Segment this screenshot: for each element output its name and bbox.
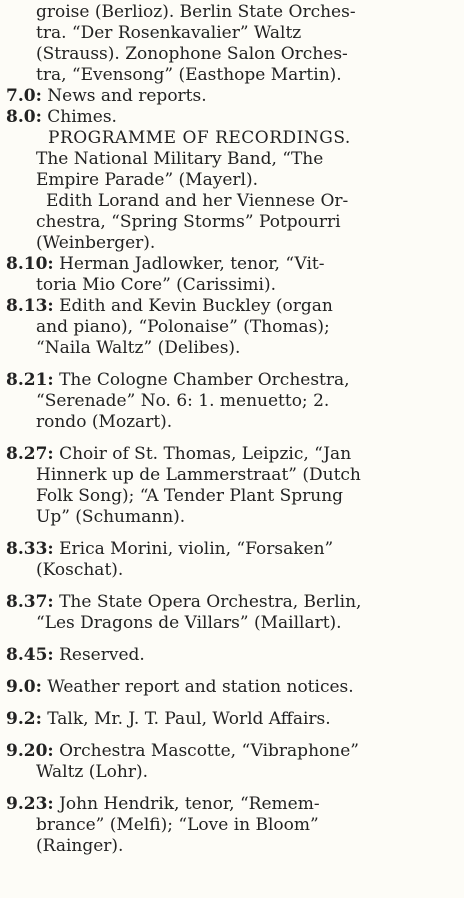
time-label: 8.33: [6, 539, 54, 559]
line-text: Folk Song); “A Tender Plant Sprung [36, 486, 344, 506]
line-text: Chimes. [41, 107, 117, 127]
line-text: and piano), “Polonaise” (Thomas); [36, 317, 330, 337]
programme-text-line [6, 836, 456, 857]
line-text: Erica Morini, violin, “Forsaken” [53, 539, 334, 559]
programme-text-line [6, 23, 456, 44]
programme-text-line [6, 560, 456, 581]
time-label: 8.10: [6, 254, 54, 274]
programme-text-line [6, 338, 456, 359]
programme-entry [6, 539, 456, 560]
line-text: The Cologne Chamber Orchestra, [53, 370, 350, 390]
line-text: Waltz (Lohr). [36, 762, 149, 782]
programme-entry [6, 592, 456, 613]
programme-entry [6, 370, 456, 391]
line-text: “Naila Waltz” (Delibes). [36, 338, 241, 358]
line-text: Edith and Kevin Buckley (organ [53, 296, 333, 316]
line-text: PROGRAMME OF RECORDINGS. [48, 128, 351, 148]
line-text: Talk, Mr. J. T. Paul, World Affairs. [41, 709, 331, 729]
spacer [6, 528, 456, 539]
line-text: (Rainger). [36, 836, 124, 856]
line-text: rondo (Mozart). [36, 412, 173, 432]
line-text: tra. “Der Rosenkavalier” Waltz [36, 23, 302, 43]
line-text: Herman Jadlowker, tenor, “Vit- [53, 254, 325, 274]
line-text: News and reports. [41, 86, 207, 106]
programme-text-line [6, 391, 456, 412]
time-label: 8.13: [6, 296, 54, 316]
time-label: 8.37: [6, 592, 54, 612]
line-text: groise (Berlioz). Berlin State Orches- [36, 2, 356, 22]
line-text: “Les Dragons de Villars” (Maillart). [36, 613, 342, 633]
spacer [6, 666, 456, 677]
programme-text-line [6, 233, 456, 254]
line-text: tra, “Evensong” (Easthope Martin). [36, 65, 342, 85]
programme-text-line [6, 317, 456, 338]
time-label: 7.0: [6, 86, 42, 106]
programme-entry [6, 741, 456, 762]
line-text: Edith Lorand and her Viennese Or- [46, 191, 349, 211]
programme-entry [6, 296, 456, 317]
time-label: 8.45: [6, 645, 54, 665]
programme-text-line [6, 212, 456, 233]
programme-entry [6, 794, 456, 815]
spacer [6, 433, 456, 444]
programme-text-line [6, 149, 456, 170]
spacer [6, 634, 456, 645]
line-text: The State Opera Orchestra, Berlin, [53, 592, 362, 612]
programme-text-line [6, 762, 456, 783]
programme-text-line [6, 486, 456, 507]
programme-text-line [6, 191, 456, 212]
line-text: Empire Parade” (Mayerl). [36, 170, 258, 190]
time-label: 9.0: [6, 677, 42, 697]
programme-text-line [6, 2, 456, 23]
programme-entry [6, 107, 456, 128]
programme-entry [6, 444, 456, 465]
programme-text-line [6, 507, 456, 528]
line-text: Hinnerk up de Lammerstraat” (Dutch [36, 465, 361, 485]
programme-text-line [6, 275, 456, 296]
programme-text-line [6, 465, 456, 486]
programme-text-line [6, 412, 456, 433]
spacer [6, 698, 456, 709]
line-text: toria Mio Core” (Carissimi). [36, 275, 276, 295]
line-text: Weather report and station notices. [41, 677, 354, 697]
programme-text-line [6, 613, 456, 634]
line-text: chestra, “Spring Storms” Potpourri [36, 212, 341, 232]
spacer [6, 783, 456, 794]
programme-text-line [6, 44, 456, 65]
spacer [6, 730, 456, 741]
line-text: Orchestra Mascotte, “Vibraphone” [53, 741, 359, 761]
line-text: Reserved. [53, 645, 145, 665]
programme-entry [6, 709, 456, 730]
line-text: “Serenade” No. 6: 1. menuetto; 2. [36, 391, 330, 411]
section-heading [6, 128, 456, 149]
programme-entry [6, 645, 456, 666]
line-text: The National Military Band, “The [36, 149, 324, 169]
line-text: (Koschat). [36, 560, 124, 580]
programme-entry [6, 254, 456, 275]
programme-entry [6, 677, 456, 698]
line-text: John Hendrik, tenor, “Remem- [53, 794, 320, 814]
time-label: 8.0: [6, 107, 42, 127]
time-label: 8.21: [6, 370, 54, 390]
time-label: 9.23: [6, 794, 54, 814]
programme-text-line [6, 815, 456, 836]
time-label: 8.27: [6, 444, 54, 464]
line-text: Choir of St. Thomas, Leipzic, “Jan [53, 444, 352, 464]
line-text: (Strauss). Zonophone Salon Orches- [36, 44, 348, 64]
spacer [6, 581, 456, 592]
programme-entry [6, 86, 456, 107]
line-text: Up” (Schumann). [36, 507, 186, 527]
time-label: 9.2: [6, 709, 42, 729]
line-text: brance” (Melfi); “Love in Bloom” [36, 815, 319, 835]
programme-text-line [6, 65, 456, 86]
time-label: 9.20: [6, 741, 54, 761]
line-text: (Weinberger). [36, 233, 156, 253]
spacer [6, 359, 456, 370]
programme-text-line [6, 170, 456, 191]
